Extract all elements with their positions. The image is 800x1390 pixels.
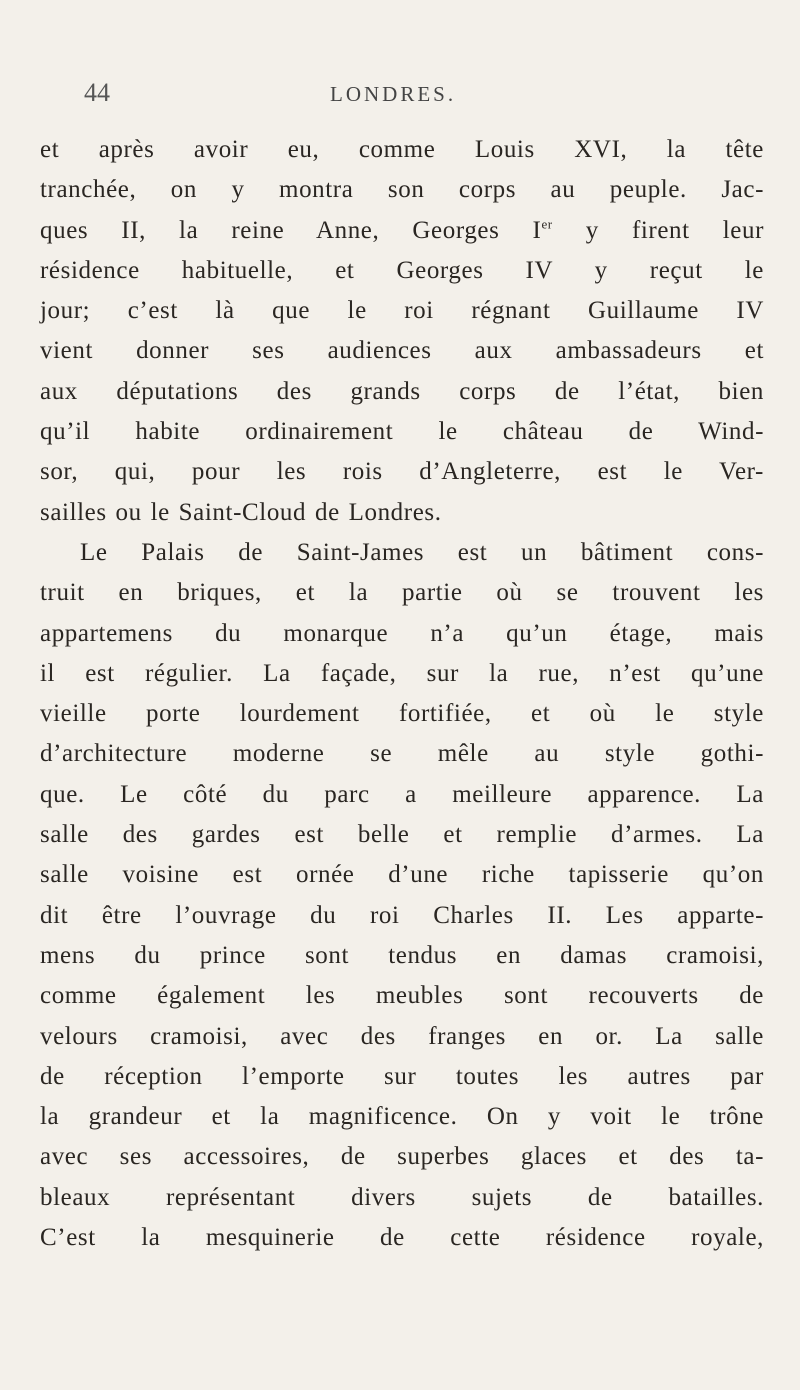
- text-line: C’est la mesquinerie de cette résidence royale,: [40, 1224, 764, 1252]
- text-line: vient donner ses audiences aux ambassadeurs et: [40, 337, 764, 365]
- text-line: la grandeur et la magnificence. On y voit le trône: [40, 1103, 764, 1131]
- text-line: sailles ou le Saint-Cloud de Londres.: [40, 498, 442, 526]
- text-line: mens du prince sont tendus en damas cramoisi,: [40, 941, 764, 969]
- text-line: qu’il habite ordinairement le château de Wind-: [40, 418, 764, 446]
- text-line: que. Le côté du parc a meilleure apparence. La: [40, 780, 764, 808]
- page-header: [0, 78, 800, 118]
- text-line: et après avoir eu, comme Louis XVI, la tête: [40, 136, 764, 163]
- text-segment: y firent leur: [552, 216, 765, 244]
- text-line: velours cramoisi, avec des franges en or. La salle: [40, 1022, 764, 1050]
- text-line: truit en briques, et la partie où se trouvent les: [40, 579, 764, 607]
- text-line: dit être l’ouvrage du roi Charles II. Les apparte-: [40, 901, 764, 929]
- page-number: 44: [84, 78, 110, 107]
- text-line: comme également les meubles sont recouverts de: [40, 982, 764, 1010]
- running-title: LONDRES.: [330, 82, 457, 106]
- text-line: salle des gardes est belle et remplie d’armes. La: [40, 821, 764, 849]
- text-line: avec ses accessoires, de superbes glaces et des ta-: [40, 1143, 764, 1171]
- text-line: sor, qui, pour les rois d’Angleterre, est le Ver-: [40, 458, 764, 486]
- text-line: il est régulier. La façade, sur la rue, n’est qu’une: [40, 659, 764, 687]
- text-line: résidence habituelle, et Georges IV y reçut le: [40, 256, 764, 284]
- text-line: [40, 211, 764, 251]
- superscript: er: [541, 216, 553, 232]
- body-text: [40, 130, 764, 1258]
- text-segment: ques II, la reine Anne, Georges I: [40, 216, 542, 244]
- text-line: aux députations des grands corps de l’état, bien: [40, 377, 764, 405]
- text-line: tranchée, on y montra son corps au peuple. Jac-: [40, 176, 764, 204]
- text-line: Le Palais de Saint-James est un bâtiment cons-: [80, 538, 764, 566]
- text-line: bleaux représentant divers sujets de batailles.: [40, 1183, 764, 1211]
- text-line: vieille porte lourdement fortifiée, et où le style: [40, 700, 764, 728]
- text-line: salle voisine est ornée d’une riche tapisserie qu’on: [40, 861, 764, 889]
- text-line: jour; c’est là que le roi régnant Guillaume IV: [40, 297, 764, 325]
- text-line: d’architecture moderne se mêle au style gothi-: [40, 740, 764, 768]
- text-line: appartemens du monarque n’a qu’un étage, mais: [40, 619, 764, 647]
- text-line: de réception l’emporte sur toutes les autres par: [40, 1062, 764, 1090]
